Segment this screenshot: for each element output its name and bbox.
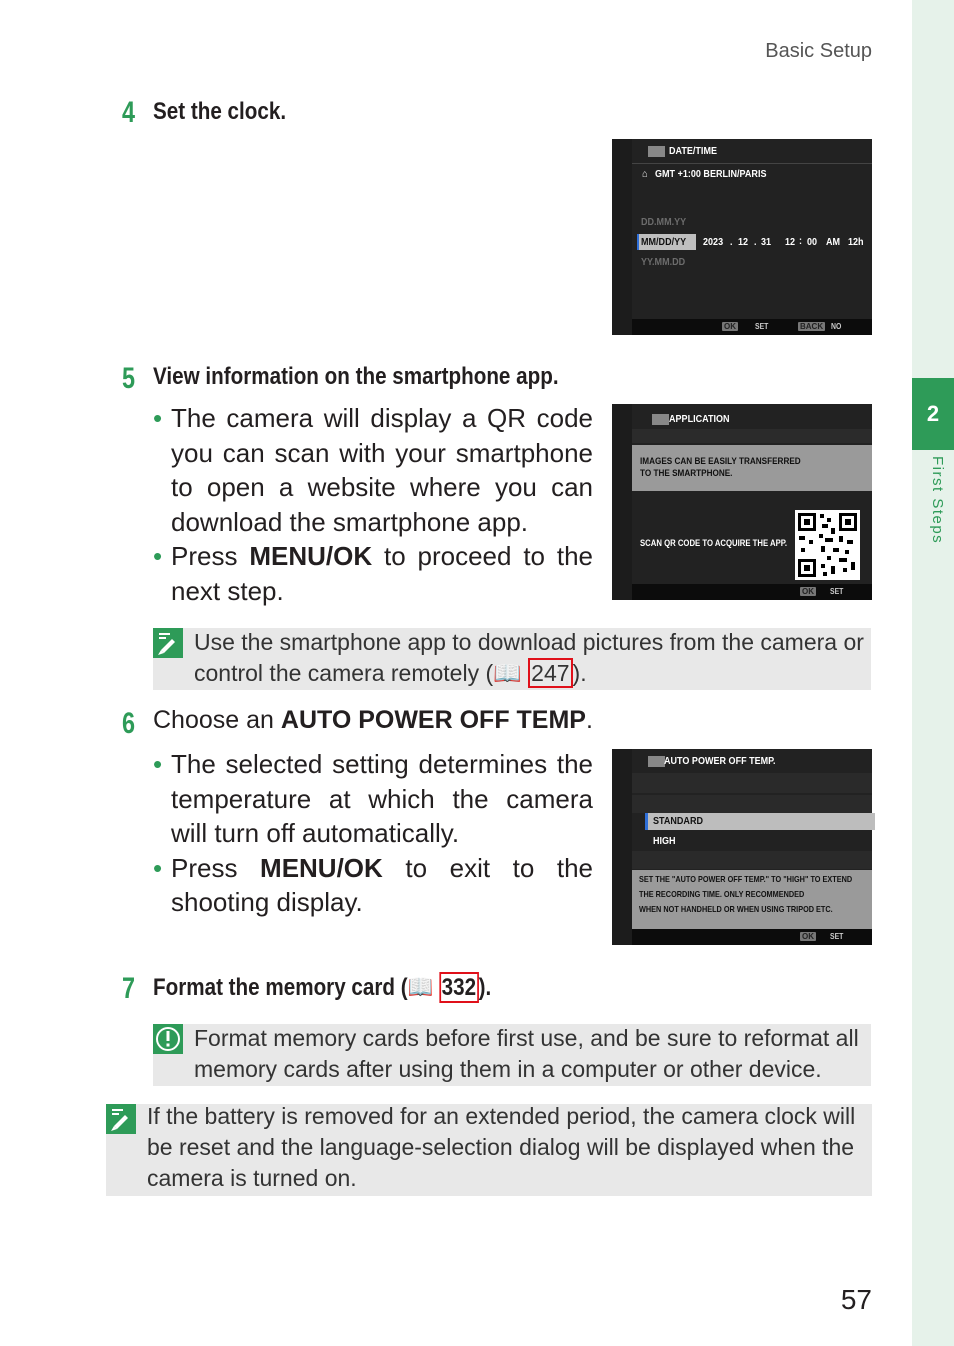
set-label: SET	[830, 587, 844, 596]
ok-button-icon: OK	[724, 322, 736, 331]
day-value[interactable]: 31	[761, 236, 772, 248]
info-line: TO THE SMARTPHONE.	[640, 468, 733, 479]
option-high[interactable]: HIGH	[653, 835, 676, 847]
step-5-number: 5	[122, 362, 136, 395]
menu-ok-key: MENU/OK	[249, 541, 373, 571]
page-ref-link[interactable]: 332	[439, 972, 479, 1003]
book-icon: 📖	[493, 660, 522, 686]
chapter-side-strip	[912, 0, 954, 1346]
note-box	[153, 628, 871, 690]
auto-power-off-screen	[612, 749, 872, 945]
step-5-bullets	[153, 401, 593, 608]
format-option[interactable]: YY.MM.DD	[641, 256, 686, 268]
bullet-item: • Press MENU/OK to proceed to the next step.	[153, 541, 593, 606]
info-line: SET THE "AUTO POWER OFF TEMP." TO "HIGH" TO EXTEND	[639, 874, 853, 884]
ok-button-icon: OK	[802, 587, 814, 596]
caution-text: Format memory cards before first use, and be sure to reformat all memory cards after using them in a computer or other device.	[194, 1025, 859, 1082]
screen-title: DATE/TIME	[669, 145, 717, 157]
chapter-tab[interactable]	[912, 378, 954, 450]
pencil-note-icon	[106, 1104, 136, 1134]
ampm-value[interactable]: AM	[826, 236, 841, 248]
running-head: Basic Setup	[765, 40, 872, 62]
menu-item-name: AUTO POWER OFF TEMP	[280, 706, 586, 734]
timezone-label: GMT +1:00 BERLIN/PARIS	[655, 168, 767, 180]
bullet-item: • The camera will display a QR code you can scan with your smartphone to open a website where you can download the smartphone app.	[153, 403, 593, 537]
info-line: WHEN NOT HANDHELD OR WHEN USING TRIPOD ETC.	[639, 904, 833, 914]
format-option-selected[interactable]: MM/DD/YY	[641, 236, 687, 248]
scan-instruction: SCAN QR CODE TO ACQUIRE THE APP.	[640, 538, 788, 548]
page-number: 57	[840, 1284, 872, 1315]
page-ref-link[interactable]: 247	[528, 658, 572, 688]
step-4-title: Set the clock.	[153, 98, 287, 125]
screen-title: AUTO POWER OFF TEMP.	[664, 755, 776, 767]
step-5-title: View information on the smartphone app.	[153, 363, 559, 390]
set-label: SET	[755, 322, 769, 331]
month-value[interactable]: 12	[738, 236, 749, 248]
minute-value[interactable]: 00	[807, 236, 818, 248]
start-icon	[648, 756, 665, 767]
menu-ok-key: MENU/OK	[260, 852, 383, 883]
start-icon	[652, 414, 669, 425]
book-icon: 📖	[407, 974, 434, 1001]
bullet-item: • The selected setting determines the temperature at which the camera will turn off automatically.	[153, 749, 593, 848]
chapter-number: 2	[926, 401, 940, 426]
clock-format-value[interactable]: 12h	[848, 236, 864, 248]
final-note-text: If the battery is removed for an extended period, the camera clock will be reset and the language-selection dialog will be displayed when the camera is turned on.	[147, 1103, 856, 1191]
year-value[interactable]: 2023	[703, 236, 724, 248]
application-screen	[612, 404, 872, 600]
screen-title: APPLICATION	[669, 413, 730, 425]
chapter-title: First Steps	[929, 456, 946, 545]
note-text: Use the smartphone app to download pictures from the camera or control the camera remotely (📖 247 ).	[194, 629, 864, 686]
step-4-number: 4	[122, 96, 136, 129]
info-line: IMAGES CAN BE EASILY TRANSFERRED	[640, 456, 801, 467]
step-7-number: 7	[122, 972, 136, 1005]
final-note-box	[106, 1104, 872, 1196]
step-7-title: Format the memory card (📖 332 ).	[153, 974, 492, 1001]
step-6-number: 6	[122, 707, 136, 740]
option-standard[interactable]: STANDARD	[653, 815, 704, 827]
step-6-bullets	[153, 747, 593, 920]
datetime-screen: DATE/TIME ⌂ GMT +1:00 BERLIN/PARIS DD.MM.YY MM/DD/YY YY.MM.DD 2023 . 12 . 31 12 : 00 AM 12h OK SET BACK NO	[612, 139, 872, 335]
bullet-item: • Press MENU/OK to exit to the shooting display.	[153, 852, 593, 917]
set-label: SET	[830, 932, 844, 941]
pencil-note-icon	[153, 628, 183, 658]
start-icon	[648, 146, 665, 157]
info-line: THE RECORDING TIME. ONLY RECOMMENDED	[639, 889, 805, 899]
ok-button-icon: OK	[802, 932, 814, 941]
home-icon: ⌂	[642, 168, 648, 180]
caution-box	[153, 1024, 871, 1086]
back-button-icon: BACK	[800, 322, 824, 331]
format-option[interactable]: DD.MM.YY	[641, 216, 687, 228]
caution-icon	[153, 1024, 183, 1054]
hour-value[interactable]: 12	[785, 236, 796, 248]
no-label: NO	[831, 322, 842, 331]
step-6-title: Choose an AUTO POWER OFF TEMP.	[153, 706, 593, 734]
qr-code[interactable]	[795, 510, 860, 580]
